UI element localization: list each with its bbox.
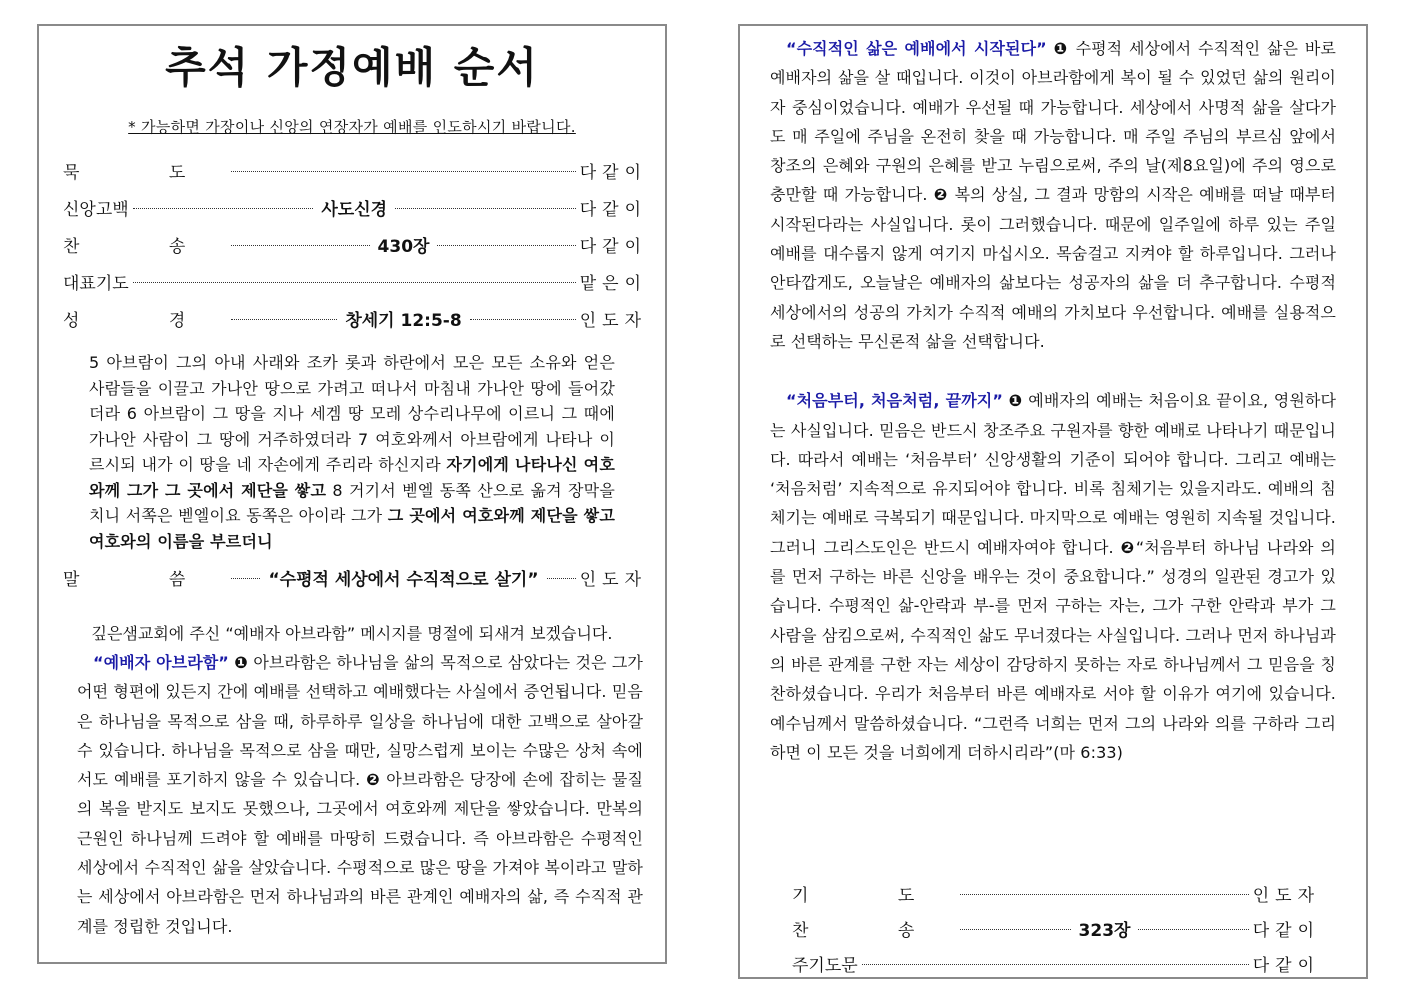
dot-leader: [231, 319, 337, 320]
order-row-creed: [63, 192, 647, 229]
dot-leader: [231, 578, 260, 579]
order-row-sermon: [63, 562, 648, 599]
dot-leader: [862, 964, 1249, 965]
order-item: 창세기 12:5-8: [345, 311, 462, 331]
order-who: 인도자: [579, 311, 648, 331]
order-label: 성 경: [63, 311, 228, 331]
number-badge: ❶: [1008, 391, 1023, 411]
order-row-silent-prayer: [63, 155, 647, 192]
dot-leader: [960, 894, 1248, 895]
sermon-intro: 깊은샘교회에 주신 “예배자 아브라함” 메시지를 명절에 되새겨 보겠습니다.: [91, 624, 613, 643]
scripture-bold: 자기에게 나타나신 여호와께 그가 그 곳에서 제단을 쌓고: [89, 455, 615, 500]
scripture-bold: 그 곳에서 여호와께 제단을 쌓고 여호와의 이름을 부르더니: [89, 506, 615, 551]
number-badge: ❷: [366, 770, 381, 790]
dot-leader: [395, 208, 576, 209]
dot-leader: [231, 245, 369, 246]
order-label: 묵 도: [63, 163, 228, 183]
order-who: 인도자: [1252, 886, 1320, 906]
paragraph-text: 복의 상실, 그 결과 망함의 시작은 예배를 떠날 때부터 시작된다라는 사실입니다. 롯이 그러했습니다. 때문에 일주일에 하루 있는 주일 예배를 대수롭지 않게 여기지 마십시오. 목숨걸고 지켜야 할 하루입니다. 그러나 안타깝게도, 오늘날은 예배자의 삶보다는 성공자의 삶을 더 추구합니다. 수평적 세상에서의 성공의 가치가 수직적 예배의 가치보다 우선합니다. 예배를 실용적으로 선택하는 무신론적 삶을 선택합니다.: [770, 185, 1336, 351]
order-who: 다같이: [579, 163, 647, 183]
dot-leader: [547, 578, 576, 579]
order-label: 신앙고백: [63, 200, 129, 220]
scripture-plain: 8 거기서 벧엘 동쪽 산으로 옮겨 장막을 치니 서쪽은 벧엘이요 동쪽은 아이라 그가: [89, 480, 615, 525]
paragraph-text: 아브라함은 하나님을 삶의 목적으로 삼았다는 것은 그가 어떤 형편에 있든지 간에 예배를 선택하고 예배했다는 사실에서 증언됩니다. 믿음은 하나님을 목적으로 삼을 때, 하루하루 일상을 하나님에 대한 고백으로 살아갈 수 있습니다. 하나님을 목적으로 삼을 때만, 실망스럽게 보이는 수많은 상처 속에서도 예배를 포기하지 않을 수 있습니다.: [77, 653, 643, 790]
paragraph-heading: “예배자 아브라함”: [93, 653, 229, 672]
order-label: 대표기도: [63, 274, 129, 294]
order-label: 찬 송: [792, 921, 957, 941]
order-row-lords-prayer: [792, 949, 1320, 984]
order-item: 사도신경: [321, 200, 388, 220]
order-row-scripture: [63, 303, 648, 340]
number-badge: ❶: [234, 653, 249, 672]
dot-leader: [1138, 929, 1248, 930]
scripture-plain: 5 아브람이 그의 아내 사래와 조카 롯과 하란에서 모은 모든 소유와 얻은 사람들을 이끌고 가나안 땅으로 가려고 떠나서 마침내 가나안 땅에 들어갔더라 6 아브람이 그 땅을 지나 세겜 땅 모레 상수리나무에 이르니 그 때에 가나안 사람이 그 땅에 거주하였더라 7 여호와께서 아브람에게 나타나 이르시되 내가 이 땅을 네 자손에게 주리라 하신지라: [89, 353, 615, 474]
order-row-hymn: [792, 914, 1321, 949]
order-label: 주기도문: [792, 956, 858, 976]
paragraph: [770, 34, 1336, 356]
paragraph-text: 아브라함은 당장에 손에 잡히는 물질의 복을 받지도 보지도 못했으나, 그곳에서 여호와께 제단을 쌓았습니다. 만복의 근원인 하나님께 드려야 할 예배를 마땅히 드렸습니다. 즉 아브라함은 수평적인 세상에서 수직적인 삶을 살았습니다. 수평적으로 많은 땅을 가져야 복이라고 말하는 세상에서 아브라함은 먼저 하나님과의 바른 관계인 예배자의 삶, 즉 수직적 관계를 정립한 것입니다.: [77, 770, 643, 936]
sermon-body-left: [77, 648, 643, 941]
order-who: 다같이: [1252, 956, 1320, 976]
order-item: 323장: [1078, 921, 1131, 941]
dot-leader: [133, 282, 576, 283]
order-row-representative-prayer: [63, 266, 647, 303]
paragraph-text: 수평적 세상에서 수직적인 삶은 바로 예배자의 삶을 살 때입니다. 이것이 아브라함에게 복이 될 수 있었던 삶의 원리이자 중심이었습니다. 예배가 우선될 때 가능합니다. 세상에서 사명적 삶을 살다가도 매 주일에 주님을 온전히 찾을 때 가능합니다. 매 주일 주님의 부르심 앞에서 창조의 은혜와 구원의 은혜를 받고 누림으로써, 주의 날(제8요일)에 주의 영으로 충만할 때 가능합니다.: [770, 39, 1336, 205]
order-who: 다같이: [579, 237, 648, 257]
scripture-text: [89, 350, 615, 554]
number-badge: ❶: [1053, 39, 1069, 58]
sermon-title: “수평적 세상에서 수직적으로 살기”: [268, 570, 539, 590]
dot-leader: [437, 245, 575, 246]
order-who: 맡은이: [579, 274, 647, 294]
left-page: [37, 24, 667, 964]
order-label: 말 씀: [63, 570, 228, 590]
paragraph-text: 예배자의 예배는 처음이요 끝이요, 영원하다는 사실입니다. 믿음은 반드시 창조주요 구원자를 향한 예배로 나타나기 때문입니다. 따라서 예배는 ‘처음부터’ 신앙생활의 기준이 되어야 합니다. 그리고 예배는 ‘처음처럼’ 지속적으로 유지되어야 합니다. 비록 침체기는 있을지라도. 예배의 침체기는 예배로 극복되기 때문입니다. 마지막으로 예배는 영원히 지속될 것입니다. 그러니 그리스도인은 반드시 예배자여야 합니다.: [770, 391, 1337, 557]
order-row-prayer: [792, 879, 1320, 914]
order-label: 기 도: [792, 886, 957, 906]
order-item: 430장: [377, 237, 430, 257]
right-page: [738, 24, 1368, 979]
sermon-body-right: [770, 34, 1336, 767]
page-title: 추석 가정예배 순서: [165, 43, 539, 92]
dot-leader: [133, 208, 314, 209]
paragraph: [77, 648, 643, 941]
dot-leader: [231, 171, 575, 172]
paragraph: [770, 386, 1336, 767]
order-row-hymn: [63, 229, 648, 266]
order-who: 다같이: [1252, 921, 1321, 941]
order-who: 다같이: [579, 200, 647, 220]
sermon-order: [63, 562, 648, 599]
leader-note: * 가능하면 가장이나 신앙의 연장자가 예배를 인도하시기 바랍니다.: [128, 118, 576, 136]
paragraph-text: “처음부터 하나님 나라와 의를 먼저 구하는 바른 신앙을 배우는 것이 중요합니다.” 성경의 일관된 경고가 있습니다. 수평적인 삶-안락과 부-를 먼저 구하는 자는, 그가 구한 안락과 부가 그 사람을 삼킴으로써, 수직적인 삶도 무너졌다는 사실입니다. 그러나 먼저 하나님과의 바른 관계를 구한 자는 세상이 감당하지 못하는 자로 하나님께서 그 믿음을 칭찬하셨습니다. 우리가 처음부터 바른 예배자로 서야 할 이유가 여기에 있습니다. 예수님께서 말씀하셨습니다. “그런즉 너희는 먼저 그의 나라와 의를 구하라 그리하면 이 모든 것을 너희에게 더하시리라”(마 6:33): [770, 537, 1336, 762]
number-badge: ❷: [1120, 537, 1136, 557]
dot-leader: [470, 319, 576, 320]
number-badge: ❷: [933, 185, 949, 205]
worship-order-list: [63, 155, 648, 340]
paragraph-heading: “처음부터, 처음처럼, 끝까지”: [786, 391, 1003, 411]
order-who: 인도자: [579, 570, 648, 590]
order-label: 찬 송: [63, 237, 228, 257]
paragraph-heading: “수직적인 삶은 예배에서 시작된다”: [786, 39, 1047, 58]
closing-order-list: [792, 879, 1321, 984]
dot-leader: [960, 929, 1070, 930]
